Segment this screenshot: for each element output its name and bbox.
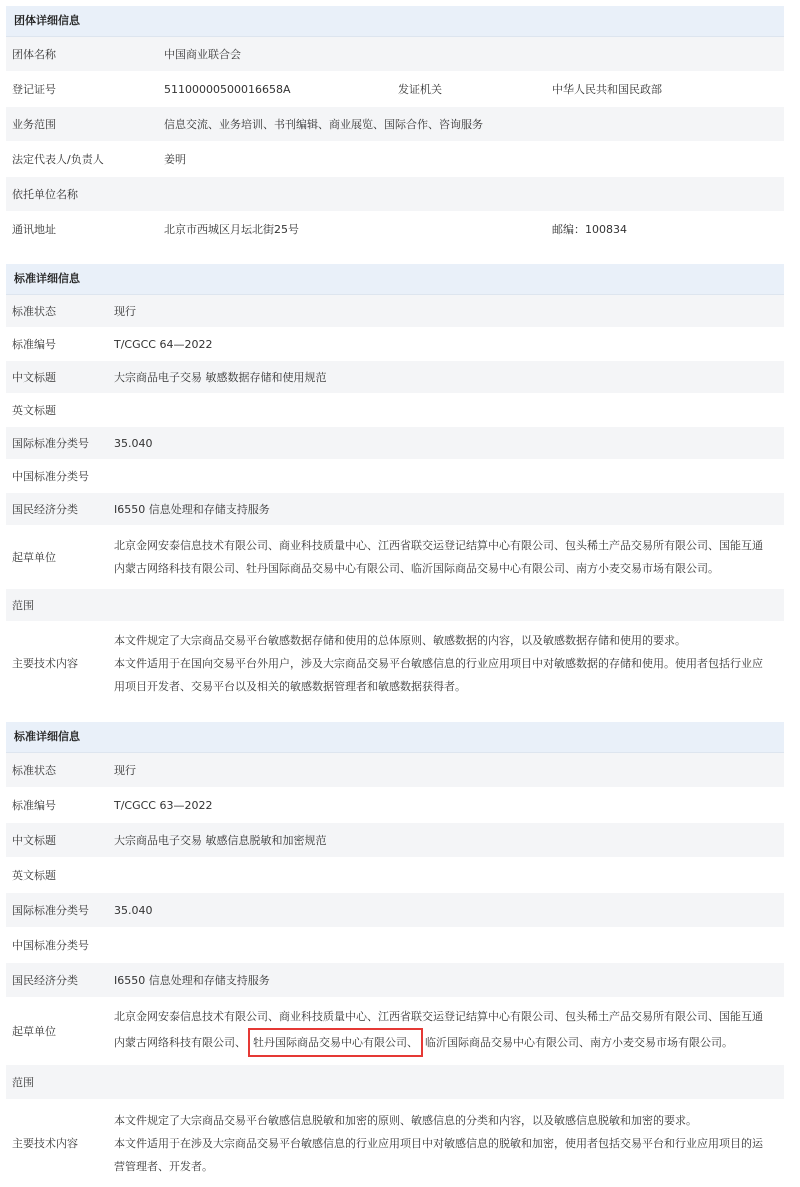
std2-en-title-value: [114, 858, 784, 892]
std1-row-cn-title: [6, 361, 784, 394]
standard-section-2: [6, 722, 784, 1187]
std2-drafter-label: 起草单位: [12, 1025, 56, 1038]
std2-row-cn-title: [6, 823, 784, 858]
std2-row-status: [6, 753, 784, 788]
org-row-scope: [6, 107, 784, 142]
org-issuer-value: 中华人民共和国民政部: [552, 83, 662, 96]
std1-drafter-line-2: 内蒙古网络科技有限公司、牡丹国际商品交易中心有限公司、临沂国际商品交易中心有限公司、南方小麦交易市场有限公司。: [114, 562, 719, 575]
std1-content-label: 主要技术内容: [12, 657, 78, 670]
std1-en-title-label: 英文标题: [12, 404, 56, 417]
std1-content-line-2: 本文件适用于在国向交易平台外用户，涉及大宗商品交易平台敏感信息的行业应用项目中对敏感数据的存储和使用。使用者包括行业应: [114, 656, 763, 670]
std1-ics-label: 国际标准分类号: [12, 437, 89, 450]
org-address-value: 北京市西城区月坛北街25号: [164, 223, 299, 236]
std2-drafter-line-2c: 临沂国际商品交易中心有限公司、南方小麦交易市场有限公司。: [425, 1036, 733, 1049]
std1-row-number: [6, 328, 784, 361]
std1-content-value: [114, 622, 784, 704]
org-rep-value: 姜明: [164, 153, 186, 166]
std1-cn-title-label: 中文标题: [12, 371, 56, 384]
org-scope-value: 信息交流、业务培训、书刊编辑、商业展览、国际合作、咨询服务: [164, 118, 483, 131]
std1-content-line-1: 本文件规定了大宗商品交易平台敏感数据存储和使用的总体原则、敏感数据的内容，以及敏感数据存储和使用的要求。: [114, 633, 686, 647]
std1-drafter-value: [114, 526, 784, 588]
org-row-address: [6, 212, 784, 247]
std2-drafter-line-1: 北京金网安泰信息技术有限公司、商业科技质量中心、江西省联交运登记结算中心有限公司、包头稀土产品交易所有限公司、国能互通: [114, 1010, 763, 1023]
std1-row-ics: [6, 427, 784, 460]
std1-number-value: T/CGCC 64—2022: [114, 337, 213, 351]
std1-row-drafter: [6, 526, 784, 589]
std2-drafter-value: [114, 998, 784, 1064]
std1-cn-title-value: 大宗商品电子交易 敏感数据存储和使用规范: [114, 371, 327, 384]
standard-section-1: [6, 264, 784, 705]
std2-row-scope: [6, 1065, 784, 1100]
std2-row-ccs: [6, 928, 784, 963]
org-reg-value: 51100000500016658A: [164, 82, 291, 96]
org-row-name: [6, 37, 784, 72]
std2-number-value: T/CGCC 63—2022: [114, 798, 213, 812]
org-issuer-label: 发证机关: [398, 83, 442, 96]
org-name-label: 团体名称: [12, 48, 56, 61]
org-section-title: 团体详细信息: [6, 6, 784, 37]
std2-ics-value: 35.040: [114, 903, 153, 917]
org-row-reg: [6, 72, 784, 107]
std2-row-econ: [6, 963, 784, 998]
std2-content-label: 主要技术内容: [12, 1137, 78, 1150]
std2-content-line-1: 本文件规定了大宗商品交易平台敏感信息脱敏和加密的原则、敏感信息的分类和内容，以及敏感信息脱敏和加密的要求。: [114, 1113, 697, 1127]
org-name-value: 中国商业联合会: [164, 48, 241, 61]
std2-ccs-label: 中国标准分类号: [12, 939, 89, 952]
std1-row-en-title: [6, 394, 784, 427]
std1-en-title-value: [114, 394, 784, 426]
std2-row-content: [6, 1100, 784, 1187]
std2-en-title-label: 英文标题: [12, 869, 56, 882]
std2-status-value: 现行: [114, 764, 136, 777]
std1-number-label: 标准编号: [12, 338, 56, 351]
std1-drafter-label: 起草单位: [12, 551, 56, 564]
std2-number-label: 标准编号: [12, 799, 56, 812]
std2-ccs-value: [114, 928, 784, 962]
std2-row-drafter: [6, 998, 784, 1065]
std2-status-label: 标准状态: [12, 764, 56, 777]
std1-section-title: 标准详细信息: [6, 264, 784, 295]
std1-scope-label: 范围: [12, 599, 34, 612]
std2-cn-title-value: 大宗商品电子交易 敏感信息脱敏和加密规范: [114, 834, 327, 847]
std2-content-value: [114, 1100, 784, 1186]
std2-section-title: 标准详细信息: [6, 722, 784, 753]
std1-row-scope: [6, 589, 784, 622]
std1-scope-value: [114, 589, 784, 621]
std2-content-line-2: 本文件适用于在涉及大宗商品交易平台敏感信息的行业应用项目中对敏感信息的脱敏和加密，使用者包括交易平台和行业应用项目的运: [114, 1136, 763, 1150]
std1-ics-value: 35.040: [114, 436, 153, 450]
org-rep-label: 法定代表人/负责人: [12, 153, 104, 166]
org-scope-label: 业务范围: [12, 118, 56, 131]
std2-ics-label: 国际标准分类号: [12, 904, 89, 917]
std1-row-ccs: [6, 460, 784, 493]
std2-cn-title-label: 中文标题: [12, 834, 56, 847]
std2-econ-label: 国民经济分类: [12, 974, 78, 987]
std1-row-status: [6, 295, 784, 328]
std1-content-line-3: 用项目开发者、交易平台以及相关的敏感数据管理者和敏感数据获得者。: [114, 679, 466, 693]
org-unit-value: [164, 177, 784, 211]
org-reg-label: 登记证号: [12, 83, 56, 96]
std2-row-number: [6, 788, 784, 823]
std2-econ-value: I6550 信息处理和存储支持服务: [114, 974, 270, 987]
org-postcode-value: 邮编：100834: [552, 223, 627, 236]
org-row-unit: [6, 177, 784, 212]
std2-row-ics: [6, 893, 784, 928]
std2-drafter-line-2: [114, 1028, 733, 1057]
std1-econ-label: 国民经济分类: [12, 503, 78, 516]
std2-scope-value: [114, 1065, 784, 1099]
std2-row-en-title: [6, 858, 784, 893]
std1-ccs-label: 中国标准分类号: [12, 470, 89, 483]
org-address-label: 通讯地址: [12, 223, 56, 236]
std1-row-econ: [6, 493, 784, 526]
std2-drafter-line-2a: 内蒙古网络科技有限公司、: [114, 1036, 246, 1049]
std1-ccs-value: [114, 460, 784, 492]
std1-status-value: 现行: [114, 305, 136, 318]
org-section: [6, 6, 784, 247]
highlighted-drafter: 牡丹国际商品交易中心有限公司、: [248, 1028, 423, 1057]
std1-drafter-line-1: 北京金网安泰信息技术有限公司、商业科技质量中心、江西省联交运登记结算中心有限公司、包头稀土产品交易所有限公司、国能互通: [114, 539, 763, 552]
org-unit-label: 依托单位名称: [12, 188, 78, 201]
std2-content-line-3: 营管理者、开发者。: [114, 1159, 213, 1173]
std1-status-label: 标准状态: [12, 305, 56, 318]
std2-scope-label: 范围: [12, 1076, 34, 1089]
org-row-rep: [6, 142, 784, 177]
std1-row-content: [6, 622, 784, 705]
std1-econ-value: I6550 信息处理和存储支持服务: [114, 503, 270, 516]
